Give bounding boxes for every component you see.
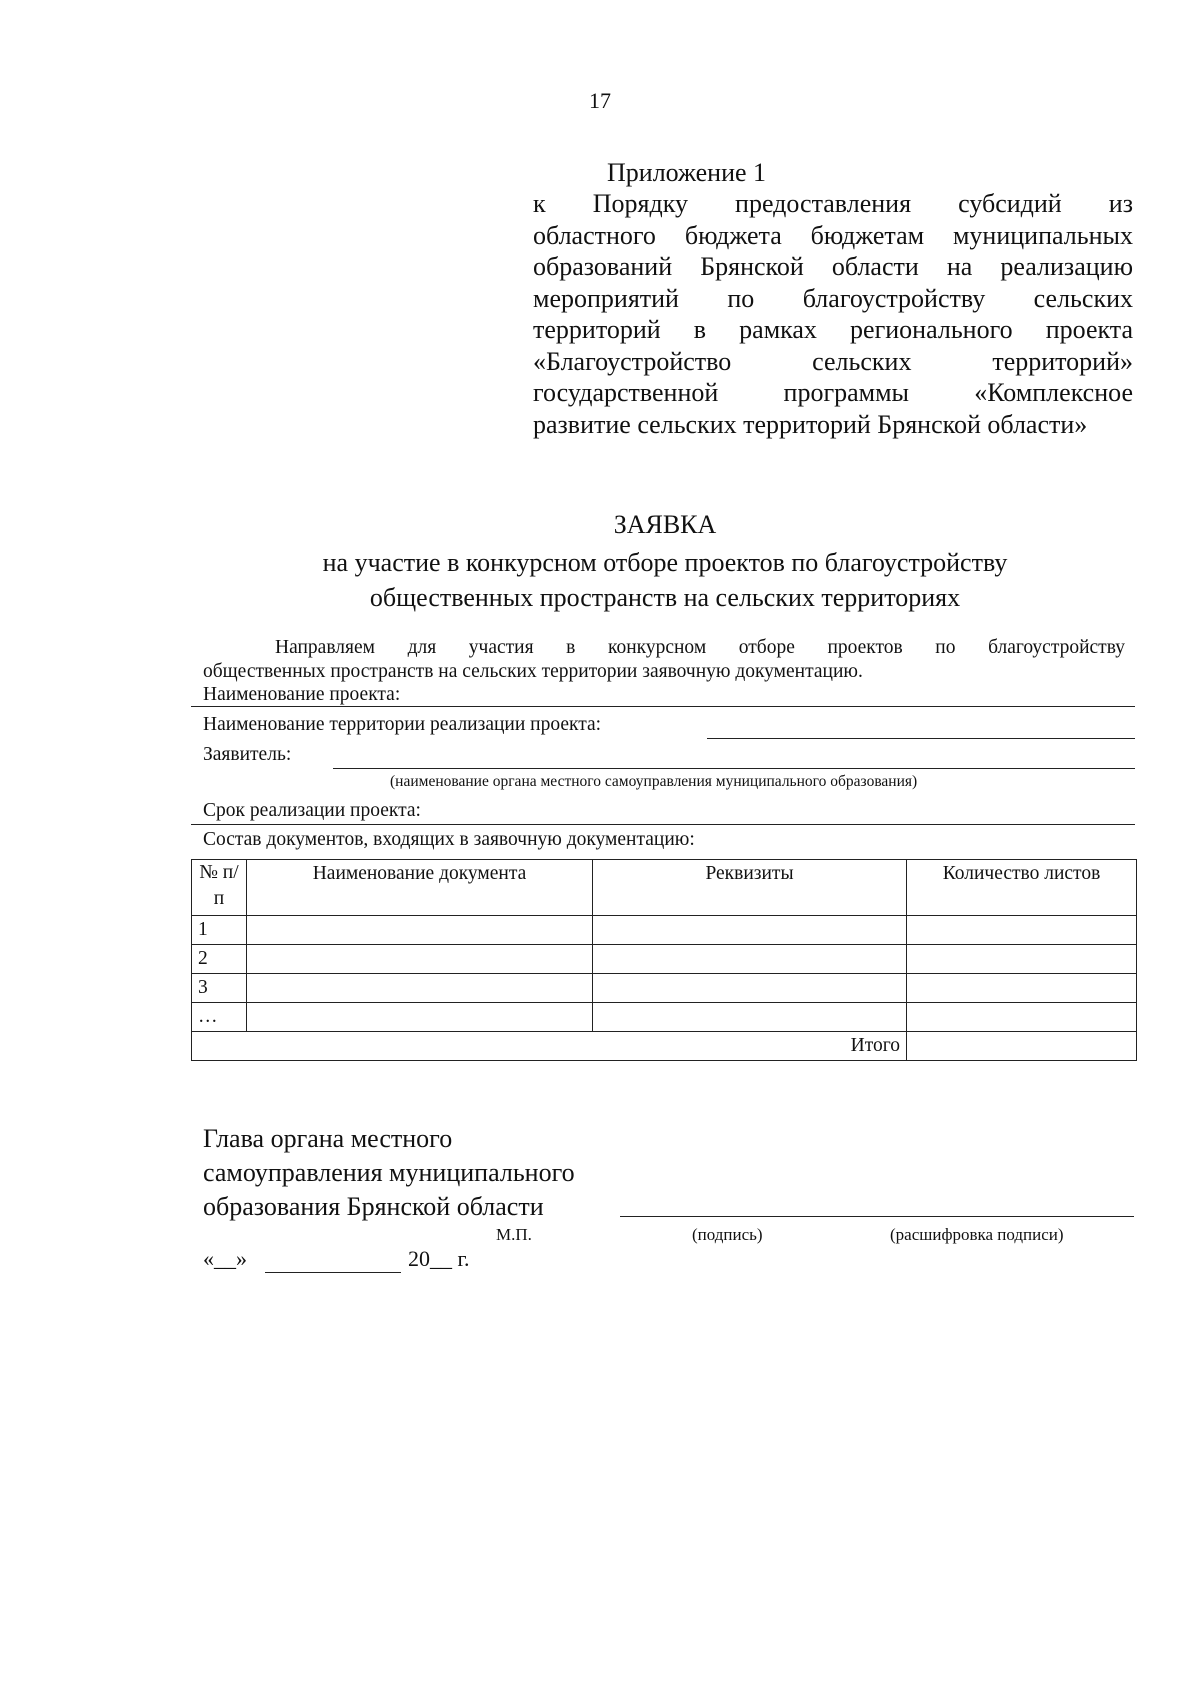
signatory-line: самоуправления муниципального (203, 1158, 575, 1187)
cell-requisites[interactable] (593, 974, 907, 1003)
date-month-line[interactable] (265, 1272, 401, 1273)
signatory-line: Глава органа местного (203, 1124, 453, 1153)
table-row (192, 974, 1137, 1003)
signature-hint: (подпись) (692, 1225, 763, 1244)
annex-line: мероприятий по благоустройству сельских (533, 283, 1133, 313)
project-name-line[interactable] (191, 706, 1135, 707)
table-total-row (192, 1032, 1137, 1061)
annex-line: развитие сельских территорий Брянской области» (533, 409, 1088, 439)
annex-title: Приложение 1 (607, 158, 767, 187)
annex-line: «Благоустройство сельских территорий» (533, 346, 1133, 376)
documents-table (191, 859, 1137, 1061)
total-label: Итого (192, 1032, 907, 1061)
applicant-hint: (наименование органа местного самоуправления муниципального образования) (390, 773, 918, 790)
applicant-label: Заявитель: (203, 744, 292, 765)
signatory-title (203, 1122, 575, 1224)
document-title: ЗАЯВКА (613, 510, 717, 539)
row-number: 2 (192, 945, 247, 974)
header-number: № п/п (192, 860, 247, 916)
term-line[interactable] (191, 824, 1135, 825)
cell-sheet-count[interactable] (907, 1003, 1137, 1032)
cell-sheet-count[interactable] (907, 916, 1137, 945)
annex-body (533, 188, 1133, 440)
cell-document-name[interactable] (247, 916, 593, 945)
stamp-label: М.П. (496, 1225, 532, 1244)
header-requisites: Реквизиты (593, 860, 907, 916)
territory-name-line[interactable] (707, 738, 1135, 739)
intro-line-2: общественных пространств на сельских территории заявочную документацию. (203, 661, 863, 682)
date-year[interactable]: 20__ г. (408, 1246, 470, 1271)
document-subtitle (0, 545, 1200, 615)
cell-document-name[interactable] (247, 974, 593, 1003)
table-row (192, 945, 1137, 974)
annex-line: областного бюджета бюджетам муниципальных (533, 220, 1133, 250)
project-name-label: Наименование проекта: (203, 684, 401, 705)
total-value[interactable] (907, 1032, 1137, 1061)
header-sheet-count: Количество листов (907, 860, 1137, 916)
signatory-line: образования Брянской области (203, 1192, 544, 1221)
territory-name-label: Наименование территории реализации проекта: (203, 714, 602, 735)
cell-sheet-count[interactable] (907, 974, 1137, 1003)
table-header-row (192, 860, 1137, 916)
table-row (192, 916, 1137, 945)
row-number: … (192, 1003, 247, 1032)
cell-requisites[interactable] (593, 1003, 907, 1032)
annex-line: государственной программы «Комплексное (533, 378, 1133, 407)
row-number: 3 (192, 974, 247, 1003)
date-day[interactable]: «__» (203, 1246, 247, 1271)
term-label: Срок реализации проекта: (203, 800, 421, 821)
annex-line: образований Брянской области на реализацию (533, 252, 1133, 281)
intro-line-1: Направляем для участия в конкурсном отборе проектов по благоустройству (275, 637, 1125, 658)
row-number: 1 (192, 916, 247, 945)
document-subtitle-text: на участие в конкурсном отборе проектов по благоустройству общественных пространств на сельских территориях (322, 548, 1008, 612)
page-number: 17 (589, 88, 611, 113)
intro-paragraph (203, 636, 1125, 684)
table-row (192, 1003, 1137, 1032)
annex-line: к Порядку предоставления субсидий из (533, 189, 1133, 218)
cell-requisites[interactable] (593, 945, 907, 974)
cell-document-name[interactable] (247, 945, 593, 974)
cell-sheet-count[interactable] (907, 945, 1137, 974)
cell-requisites[interactable] (593, 916, 907, 945)
cell-document-name[interactable] (247, 1003, 593, 1032)
header-document-name: Наименование документа (247, 860, 593, 916)
documents-label: Состав документов, входящих в заявочную документацию: (203, 829, 695, 850)
signature-line[interactable] (620, 1216, 1134, 1217)
applicant-line[interactable] (333, 768, 1135, 769)
signature-decode-hint: (расшифровка подписи) (890, 1225, 1064, 1244)
annex-line: территорий в рамках регионального проекта (533, 315, 1133, 344)
